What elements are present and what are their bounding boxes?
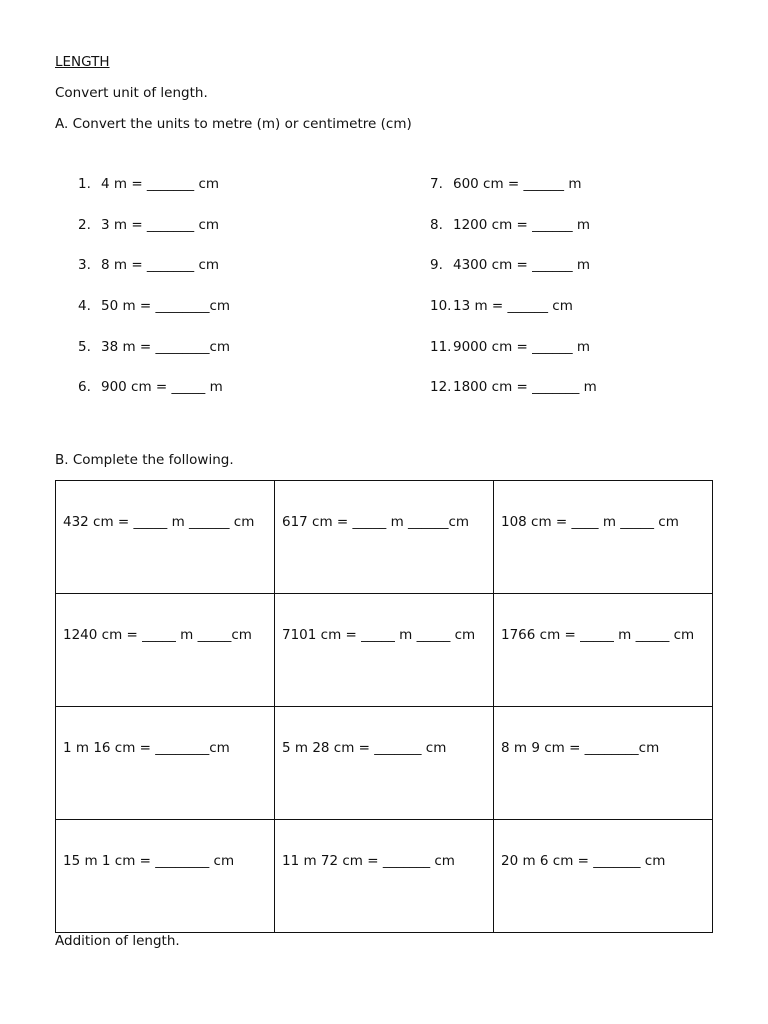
- question-number: 7.: [430, 176, 443, 192]
- question-number: 3.: [78, 257, 91, 274]
- question-number: 5.: [78, 338, 91, 355]
- question-text: 3 m = _______ cm: [101, 216, 220, 233]
- table-row: [56, 820, 713, 933]
- table-cell: 7101 cm = _____ m _____ cm: [275, 594, 494, 707]
- question-item: [78, 256, 230, 297]
- question-item: [78, 338, 230, 379]
- question-number: 10.: [430, 298, 452, 315]
- question-number: 8.: [430, 216, 443, 233]
- question-list-left: [78, 175, 230, 419]
- question-number: 2.: [78, 216, 91, 233]
- question-number: 12.: [430, 379, 452, 396]
- question-item: [78, 216, 230, 257]
- question-text: 600 cm = ______ m: [453, 176, 582, 192]
- footer-note: Addition of length.: [55, 933, 180, 949]
- table-cell: 432 cm = _____ m ______ cm: [56, 481, 275, 594]
- table-cell: 1 m 16 cm = ________cm: [56, 707, 275, 820]
- question-text: 13 m = ______ cm: [453, 298, 573, 315]
- table-row: [56, 594, 713, 707]
- question-list-right: [430, 175, 597, 419]
- question-text: 8 m = _______ cm: [101, 257, 220, 274]
- question-text: 38 m = ________cm: [101, 338, 231, 355]
- table-row: [56, 481, 713, 594]
- question-text: 4300 cm = ______ m: [453, 257, 591, 274]
- question-item: [430, 297, 597, 338]
- question-item: [430, 175, 597, 216]
- question-text: 50 m = ________cm: [101, 298, 231, 315]
- question-text: 1800 cm = _______ m: [453, 379, 597, 396]
- conversion-table: [55, 480, 713, 933]
- question-number: 11.: [430, 338, 452, 355]
- question-number: 9.: [430, 257, 443, 274]
- question-number: 6.: [78, 379, 91, 396]
- table-cell: 617 cm = _____ m ______cm: [275, 481, 494, 594]
- question-item: [430, 378, 597, 419]
- table-cell: 8 m 9 cm = ________cm: [494, 707, 713, 820]
- question-number: 4.: [78, 298, 91, 315]
- question-item: [430, 256, 597, 297]
- table-row: [56, 707, 713, 820]
- question-item: [78, 297, 230, 338]
- question-item: [78, 378, 230, 419]
- table-cell: 20 m 6 cm = _______ cm: [494, 820, 713, 933]
- table-cell: 1240 cm = _____ m _____cm: [56, 594, 275, 707]
- question-text: 1200 cm = ______ m: [453, 216, 591, 233]
- question-text: 9000 cm = ______ m: [453, 338, 591, 355]
- question-item: [430, 338, 597, 379]
- table-cell: 108 cm = ____ m _____ cm: [494, 481, 713, 594]
- table-cell: 15 m 1 cm = ________ cm: [56, 820, 275, 933]
- worksheet-heading: LENGTH: [55, 54, 110, 70]
- question-item: [78, 175, 230, 216]
- table-cell: 1766 cm = _____ m _____ cm: [494, 594, 713, 707]
- section-a-title: A. Convert the units to metre (m) or centimetre (cm): [55, 116, 412, 132]
- question-number: 1.: [78, 176, 91, 192]
- intro-text: Convert unit of length.: [55, 85, 208, 101]
- table-cell: 5 m 28 cm = _______ cm: [275, 707, 494, 820]
- section-b-title: B. Complete the following.: [55, 452, 234, 468]
- question-text: 900 cm = _____ m: [101, 379, 223, 396]
- question-item: [430, 216, 597, 257]
- question-text: 4 m = _______ cm: [101, 176, 220, 192]
- table-cell: 11 m 72 cm = _______ cm: [275, 820, 494, 933]
